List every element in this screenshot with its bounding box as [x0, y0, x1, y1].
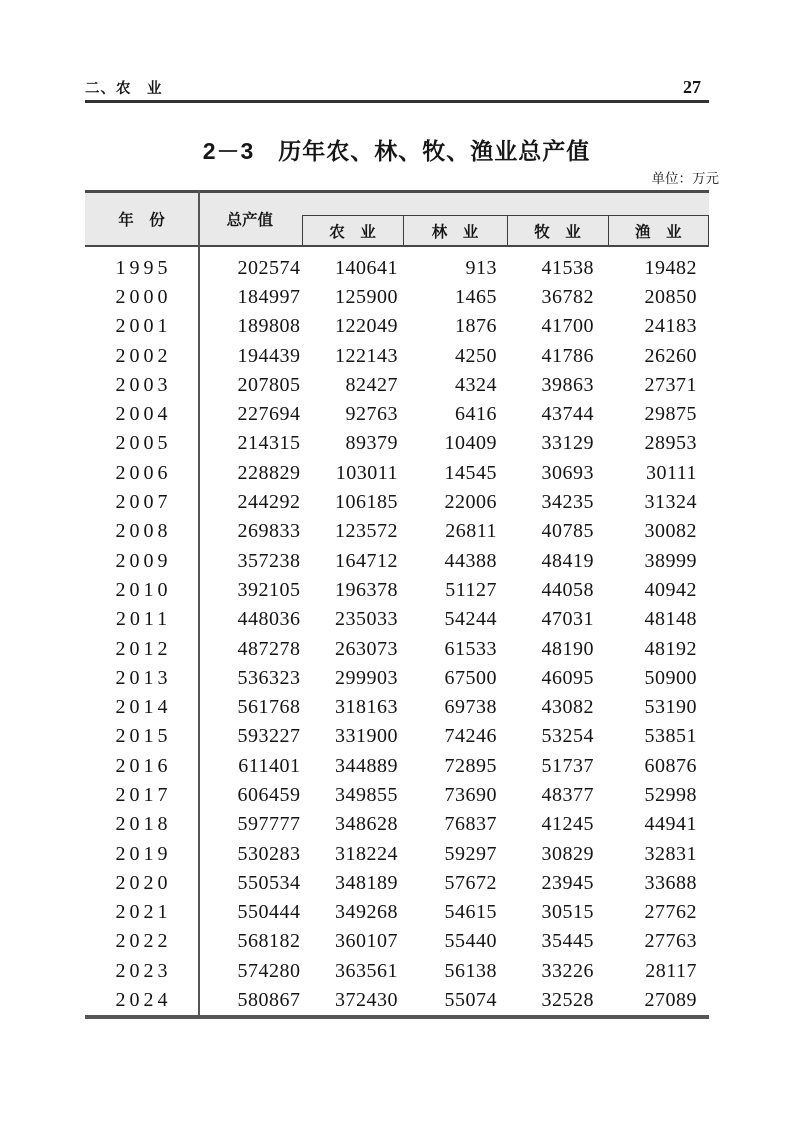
- cell-total: 606459: [237, 783, 301, 806]
- cell-year: 2006: [115, 461, 172, 484]
- cell-forestry: 73690: [444, 783, 497, 806]
- column-header-year: 年 份: [118, 212, 165, 229]
- cell-year: 2007: [115, 491, 172, 514]
- table-subheader: [302, 215, 710, 245]
- cell-agriculture: 331900: [335, 725, 398, 748]
- column-header-total: 总产值: [226, 212, 273, 229]
- cell-forestry: 1465: [455, 285, 497, 308]
- cell-fishery: 52998: [644, 783, 697, 806]
- cell-year: 2008: [115, 520, 172, 543]
- cell-fishery: 19482: [644, 256, 697, 279]
- cell-fishery: 24183: [644, 315, 697, 338]
- cell-forestry: 6416: [455, 403, 497, 426]
- cell-total: 392105: [237, 578, 301, 601]
- cell-forestry: 22006: [444, 491, 497, 514]
- table-row: [85, 282, 709, 311]
- cell-husbandry: 53254: [541, 725, 594, 748]
- cell-husbandry: 43744: [541, 403, 594, 426]
- cell-forestry: 55074: [444, 989, 497, 1012]
- cell-husbandry: 46095: [541, 666, 594, 689]
- cell-agriculture: 106185: [335, 491, 398, 514]
- table-row: [85, 575, 709, 604]
- cell-agriculture: 164712: [335, 549, 398, 572]
- cell-husbandry: 48419: [541, 549, 594, 572]
- cell-forestry: 1876: [455, 315, 497, 338]
- cell-year: 2010: [115, 578, 172, 601]
- table-row: [85, 458, 709, 487]
- table-row: [85, 546, 709, 575]
- cell-agriculture: 235033: [335, 608, 398, 631]
- table-header: [85, 190, 709, 247]
- cell-agriculture: 348628: [335, 813, 398, 836]
- cell-husbandry: 48377: [541, 783, 594, 806]
- table-row: [85, 810, 709, 839]
- table-row: [85, 517, 709, 546]
- cell-year: 2024: [115, 989, 172, 1012]
- cell-fishery: 40942: [644, 578, 697, 601]
- cell-fishery: 27763: [644, 930, 697, 953]
- cell-total: 189808: [237, 315, 301, 338]
- cell-forestry: 67500: [444, 666, 497, 689]
- table-row: [85, 692, 709, 721]
- year-column-divider: [198, 190, 200, 1019]
- cell-agriculture: 318224: [335, 842, 398, 865]
- cell-forestry: 72895: [444, 754, 497, 777]
- cell-fishery: 29875: [644, 403, 697, 426]
- table-row: [85, 927, 709, 956]
- cell-husbandry: 23945: [541, 871, 594, 894]
- cell-husbandry: 30693: [541, 461, 594, 484]
- cell-forestry: 55440: [444, 930, 497, 953]
- cell-agriculture: 348189: [335, 871, 398, 894]
- table-row: [85, 839, 709, 868]
- cell-year: 2012: [115, 637, 172, 660]
- running-head-rule: [85, 100, 709, 103]
- table-row: [85, 399, 709, 428]
- column-header-husbandry: 牧 业: [507, 216, 608, 245]
- cell-agriculture: 122049: [335, 315, 398, 338]
- cell-agriculture: 344889: [335, 754, 398, 777]
- cell-husbandry: 34235: [541, 491, 594, 514]
- cell-husbandry: 43082: [541, 696, 594, 719]
- cell-husbandry: 47031: [541, 608, 594, 631]
- cell-fishery: 50900: [644, 666, 697, 689]
- cell-fishery: 33688: [644, 871, 697, 894]
- cell-forestry: 51127: [445, 578, 497, 601]
- cell-agriculture: 82427: [345, 373, 398, 396]
- cell-fishery: 60876: [644, 754, 697, 777]
- cell-year: 2023: [115, 959, 172, 982]
- cell-forestry: 54244: [444, 608, 497, 631]
- cell-year: 2014: [115, 696, 172, 719]
- cell-year: 2018: [115, 813, 172, 836]
- cell-year: 2016: [115, 754, 172, 777]
- cell-husbandry: 40785: [541, 520, 594, 543]
- cell-fishery: 28117: [645, 959, 697, 982]
- cell-total: 228829: [237, 461, 301, 484]
- cell-agriculture: 318163: [335, 696, 398, 719]
- table-row: [85, 751, 709, 780]
- cell-agriculture: 299903: [335, 666, 398, 689]
- table-body: [85, 247, 709, 1019]
- cell-fishery: 26260: [644, 344, 697, 367]
- cell-agriculture: 196378: [335, 578, 398, 601]
- cell-agriculture: 103011: [335, 461, 398, 484]
- cell-agriculture: 140641: [335, 256, 398, 279]
- cell-husbandry: 48190: [541, 637, 594, 660]
- cell-forestry: 76837: [444, 813, 497, 836]
- cell-forestry: 14545: [444, 461, 497, 484]
- cell-total: 611401: [238, 754, 301, 777]
- cell-fishery: 31324: [644, 491, 697, 514]
- cell-total: 536323: [237, 666, 301, 689]
- cell-agriculture: 89379: [345, 432, 398, 455]
- cell-husbandry: 41538: [541, 256, 594, 279]
- table-row: [85, 429, 709, 458]
- cell-year: 2011: [115, 608, 172, 631]
- cell-total: 214315: [237, 432, 301, 455]
- cell-forestry: 56138: [444, 959, 497, 982]
- cell-agriculture: 363561: [335, 959, 398, 982]
- cell-forestry: 4250: [455, 344, 497, 367]
- cell-fishery: 48192: [644, 637, 697, 660]
- cell-husbandry: 30515: [541, 901, 594, 924]
- cell-forestry: 913: [465, 256, 497, 279]
- page-title: 2－3 历年农、林、牧、渔业总产值: [202, 138, 591, 164]
- cell-year: 2017: [115, 783, 172, 806]
- table-row: [85, 253, 709, 282]
- cell-husbandry: 36782: [541, 285, 594, 308]
- table-row: [85, 868, 709, 897]
- cell-year: 2021: [115, 901, 172, 924]
- cell-agriculture: 372430: [335, 989, 398, 1012]
- cell-total: 269833: [237, 520, 301, 543]
- cell-husbandry: 41700: [541, 315, 594, 338]
- cell-total: 202574: [237, 256, 301, 279]
- running-head-title: 二、农 业: [85, 81, 163, 97]
- cell-total: 207805: [237, 373, 301, 396]
- cell-total: 530283: [237, 842, 301, 865]
- table-row: [85, 663, 709, 692]
- cell-year: 2022: [115, 930, 172, 953]
- cell-forestry: 57672: [444, 871, 497, 894]
- cell-husbandry: 33226: [541, 959, 594, 982]
- cell-fishery: 20850: [644, 285, 697, 308]
- column-header-forestry: 林 业: [403, 216, 507, 245]
- cell-agriculture: 122143: [335, 344, 398, 367]
- unit-note: 单位：万元: [651, 171, 719, 186]
- cell-husbandry: 41245: [541, 813, 594, 836]
- cell-husbandry: 30829: [541, 842, 594, 865]
- cell-year: 2015: [115, 725, 172, 748]
- cell-agriculture: 349855: [335, 783, 398, 806]
- cell-fishery: 53190: [644, 696, 697, 719]
- cell-fishery: 32831: [644, 842, 697, 865]
- table-row: [85, 634, 709, 663]
- table-row: [85, 780, 709, 809]
- column-header-agriculture: 农 业: [329, 223, 376, 241]
- cell-agriculture: 360107: [335, 930, 398, 953]
- cell-total: 487278: [237, 637, 301, 660]
- cell-total: 448036: [237, 608, 301, 631]
- cell-fishery: 44941: [644, 813, 697, 836]
- cell-forestry: 61533: [444, 637, 497, 660]
- cell-year: 1995: [115, 256, 172, 279]
- cell-forestry: 10409: [444, 432, 497, 455]
- cell-year: 2004: [115, 403, 172, 426]
- cell-fishery: 53851: [644, 725, 697, 748]
- cell-year: 2009: [115, 549, 172, 572]
- cell-agriculture: 125900: [335, 285, 398, 308]
- cell-fishery: 30111: [645, 461, 697, 484]
- cell-agriculture: 92763: [345, 403, 398, 426]
- cell-total: 550444: [237, 901, 301, 924]
- cell-forestry: 74246: [444, 725, 497, 748]
- cell-husbandry: 33129: [541, 432, 594, 455]
- cell-agriculture: 263073: [335, 637, 398, 660]
- cell-year: 2002: [115, 344, 172, 367]
- cell-fishery: 38999: [644, 549, 697, 572]
- cell-total: 597777: [237, 813, 301, 836]
- cell-fishery: 30082: [644, 520, 697, 543]
- table-row: [85, 985, 709, 1014]
- table-row: [85, 312, 709, 341]
- data-table: [85, 190, 709, 1019]
- cell-total: 574280: [237, 959, 301, 982]
- cell-year: 2003: [115, 373, 172, 396]
- cell-total: 227694: [237, 403, 301, 426]
- table-row: [85, 722, 709, 751]
- cell-forestry: 4324: [455, 373, 497, 396]
- cell-fishery: 27762: [644, 901, 697, 924]
- cell-fishery: 27371: [644, 373, 697, 396]
- cell-total: 244292: [237, 491, 301, 514]
- cell-year: 2000: [115, 285, 172, 308]
- table-row: [85, 605, 709, 634]
- cell-total: 568182: [237, 930, 301, 953]
- cell-forestry: 69738: [444, 696, 497, 719]
- cell-husbandry: 39863: [541, 373, 594, 396]
- cell-year: 2001: [115, 315, 172, 338]
- cell-total: 184997: [237, 285, 301, 308]
- table-row: [85, 341, 709, 370]
- cell-year: 2019: [115, 842, 172, 865]
- cell-total: 550534: [237, 871, 301, 894]
- cell-total: 561768: [237, 696, 301, 719]
- cell-forestry: 59297: [444, 842, 497, 865]
- cell-husbandry: 51737: [541, 754, 594, 777]
- cell-fishery: 28953: [644, 432, 697, 455]
- cell-husbandry: 35445: [541, 930, 594, 953]
- cell-husbandry: 32528: [541, 989, 594, 1012]
- cell-total: 580867: [237, 989, 301, 1012]
- page-number: 27: [683, 77, 701, 97]
- cell-fishery: 27089: [644, 989, 697, 1012]
- column-header-fishery: 渔 业: [608, 216, 709, 245]
- cell-forestry: 44388: [444, 549, 497, 572]
- cell-year: 2005: [115, 432, 172, 455]
- table-row: [85, 487, 709, 516]
- table-row: [85, 370, 709, 399]
- cell-total: 194439: [237, 344, 301, 367]
- cell-total: 593227: [237, 725, 301, 748]
- cell-total: 357238: [237, 549, 301, 572]
- running-head: [85, 77, 709, 98]
- cell-husbandry: 44058: [541, 578, 594, 601]
- cell-forestry: 54615: [444, 901, 497, 924]
- cell-forestry: 26811: [445, 520, 497, 543]
- cell-agriculture: 123572: [335, 520, 398, 543]
- table-row: [85, 898, 709, 927]
- cell-fishery: 48148: [644, 608, 697, 631]
- cell-husbandry: 41786: [541, 344, 594, 367]
- cell-agriculture: 349268: [335, 901, 398, 924]
- cell-year: 2020: [115, 871, 172, 894]
- cell-year: 2013: [115, 666, 172, 689]
- table-row: [85, 956, 709, 985]
